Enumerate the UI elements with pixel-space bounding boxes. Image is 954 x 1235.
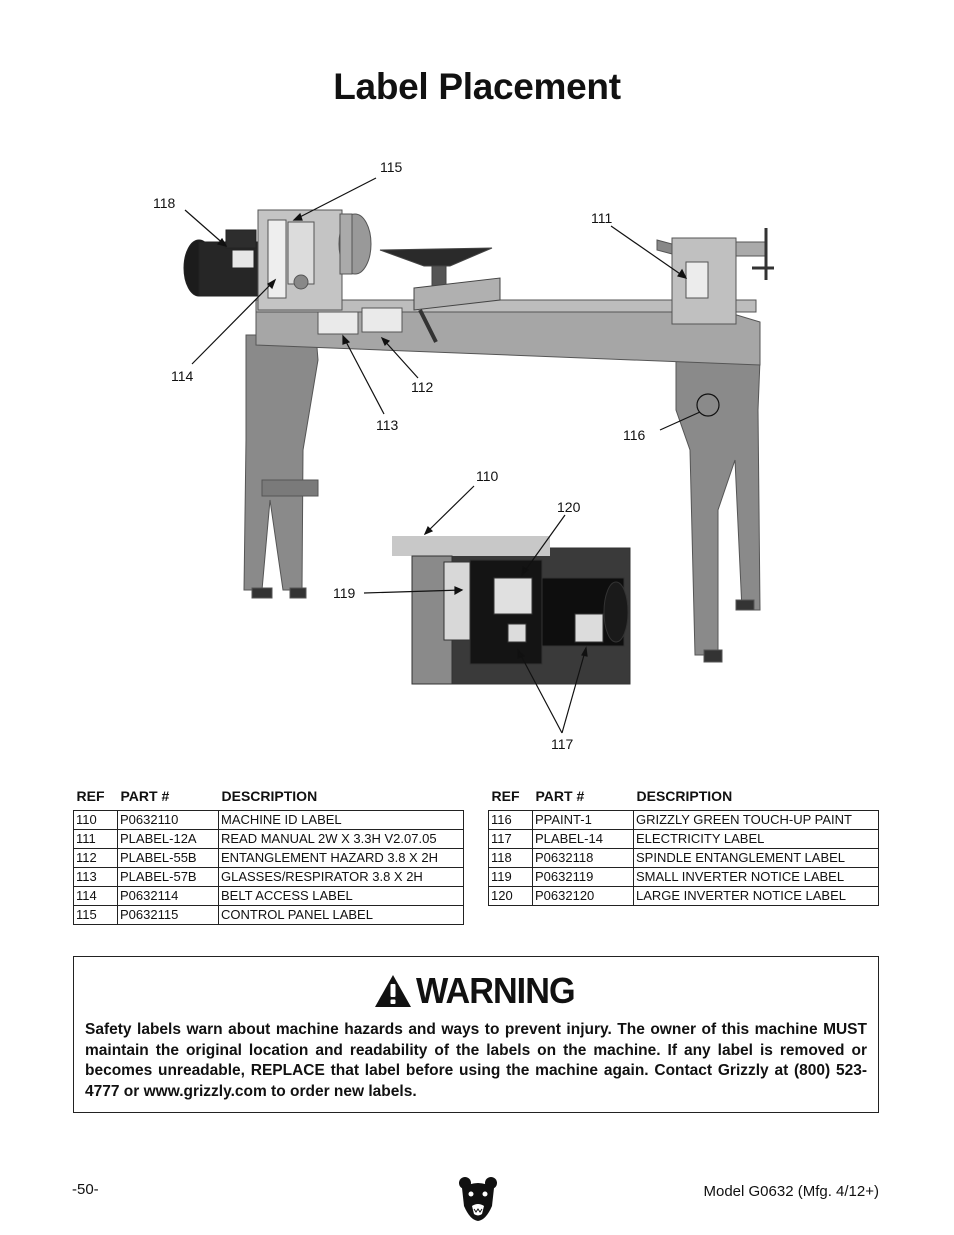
warning-body: Safety labels warn about machine hazards and ways to prevent injury. The owner of this machine MUST maintain the original location and readability of the labels on the machine. If any label is removed or becomes unreadable, REPLACE that label before using the machine again. Contact Grizzly at (800) 523-4777 or www.grizzly.com to order new labels. [85,1021,867,1100]
page-title: Label Placement [333,66,621,107]
lathe-figure [0,150,954,760]
callout-112: 112 [411,379,434,395]
table-header-row [489,788,879,811]
cell-ref: 120 [489,887,533,906]
warning-box [73,956,879,1113]
parts-table-right [488,788,879,906]
table-row [74,887,464,906]
header-description: DESCRIPTION [636,788,733,804]
cell-ref: 114 [74,887,118,906]
model-info: Model G0632 (Mfg. 4/12+) [703,1183,879,1200]
table-row [74,830,464,849]
cell-description: MACHINE ID LABEL [219,811,464,830]
cell-description: SPINDLE ENTANGLEMENT LABEL [634,849,879,868]
table-row [74,849,464,868]
table-row [489,868,879,887]
cell-description: GLASSES/RESPIRATOR 3.8 X 2H [219,868,464,887]
header-ref: REF [76,788,105,804]
cell-ref: 115 [74,906,118,925]
cell-description: LARGE INVERTER NOTICE LABEL [634,887,879,906]
cell-part: PLABEL-14 [533,830,634,849]
cell-part: P0632118 [533,849,634,868]
callout-113: 113 [376,417,399,433]
warning-triangle-icon [374,974,412,1008]
cell-part: P0632110 [118,811,219,830]
cell-part: P0632119 [533,868,634,887]
inverter-inset-photo [392,536,630,684]
header-part: PART # [120,788,170,804]
cell-ref: 113 [74,868,118,887]
cell-part: P0632114 [118,887,219,906]
table-header-row [74,788,464,811]
cell-ref: 117 [489,830,533,849]
warning-heading [374,970,583,1011]
cell-ref: 111 [74,830,118,849]
table-row [74,811,464,830]
cell-part: P0632115 [118,906,219,925]
callout-114: 114 [171,368,194,384]
lathe-illustration [0,150,954,760]
cell-description: READ MANUAL 2W X 3.3H V2.07.05 [219,830,464,849]
table-row [489,811,879,830]
parts-table-left [73,788,464,925]
callout-117: 117 [551,736,574,752]
cell-ref: 116 [489,811,533,830]
cell-description: BELT ACCESS LABEL [219,887,464,906]
header-description: DESCRIPTION [221,788,318,804]
callout-120: 120 [557,499,581,515]
callout-118: 118 [153,195,176,211]
cell-part: PLABEL-55B [118,849,219,868]
cell-description: GRIZZLY GREEN TOUCH-UP PAINT [634,811,879,830]
callout-119: 119 [333,585,356,601]
cell-description: CONTROL PANEL LABEL [219,906,464,925]
bear-logo-icon [458,1176,498,1222]
left-leg [244,335,318,598]
header-part: PART # [535,788,585,804]
callout-116: 116 [623,427,646,443]
cell-part: P0632120 [533,887,634,906]
header-ref: REF [491,788,520,804]
table-row [489,849,879,868]
callout-110: 110 [476,468,499,484]
cell-ref: 110 [74,811,118,830]
table-row [489,887,879,906]
callout-115: 115 [380,159,403,175]
cell-part: PLABEL-57B [118,868,219,887]
cell-ref: 119 [489,868,533,887]
table-row [74,868,464,887]
cell-description: ENTANGLEMENT HAZARD 3.8 X 2H [219,849,464,868]
cell-ref: 118 [489,849,533,868]
table-row [74,906,464,925]
warning-word: WARNING [416,970,575,1011]
cell-ref: 112 [74,849,118,868]
cell-part: PLABEL-12A [118,830,219,849]
headstock [258,210,371,310]
right-leg [676,360,760,662]
page-number: -50- [72,1181,99,1198]
callout-111: 111 [591,210,613,226]
cell-part: PPAINT-1 [533,811,634,830]
table-row [489,830,879,849]
cell-description: ELECTRICITY LABEL [634,830,879,849]
cell-description: SMALL INVERTER NOTICE LABEL [634,868,879,887]
